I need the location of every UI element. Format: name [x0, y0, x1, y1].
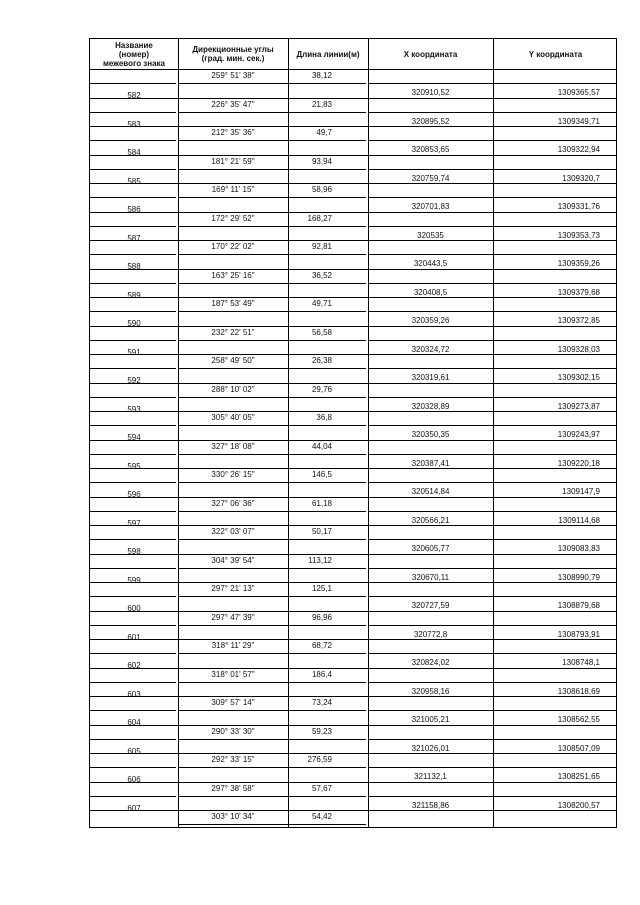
line-length-cell-value: 68,72 [311, 641, 332, 650]
line-length-cell [288, 784, 368, 793]
y-coordinate-cell [493, 601, 618, 610]
y-coordinate-cell-value: 1309379,68 [557, 287, 600, 297]
name-row-divider [90, 311, 176, 312]
y-coordinate-cell [493, 202, 618, 211]
line-length-cell [288, 242, 368, 251]
line-length-cell-value: 36,8 [316, 413, 332, 422]
y-coordinate-cell-value: 1309302,15 [557, 373, 600, 383]
x-coordinate-cell: 320408,5 [413, 287, 448, 297]
coord-row-divider [368, 169, 616, 170]
y-coordinate-cell-value: 1308562,55 [557, 715, 600, 725]
line-length-cell [288, 470, 368, 479]
y-coordinate-cell-value: 1308618,69 [557, 686, 600, 696]
line-length-cell [288, 556, 368, 565]
y-coordinate-cell [493, 288, 618, 297]
line-length-cell-value: 29,76 [311, 384, 332, 394]
line-length-cell [288, 71, 368, 80]
line-length-cell-value: 73,24 [311, 698, 332, 707]
line-length-cell [288, 755, 368, 764]
name-row-divider [90, 340, 176, 341]
line-length-cell [288, 413, 368, 422]
x-coordinate-cell: 320535 [417, 230, 444, 240]
line-length-cell-value: 276,59 [307, 755, 332, 764]
line-length-cell-value: 168,27 [307, 213, 332, 223]
y-coordinate-cell-value: 1308748,1 [562, 658, 600, 668]
point-row-divider [90, 354, 616, 355]
x-coordinate-cell: 320443,5 [413, 259, 448, 269]
name-row-divider [90, 226, 176, 227]
y-coordinate-cell-value: 1308200,57 [557, 800, 600, 810]
segment-row-divider [178, 625, 366, 626]
point-row-divider [90, 668, 616, 669]
direction-angle-cell: 327° 06' 36" [211, 498, 255, 508]
name-row-divider [90, 568, 176, 569]
segment-row-divider [178, 311, 366, 312]
direction-angle-cell: 172° 29' 52" [211, 213, 255, 223]
coord-row-divider [368, 340, 616, 341]
x-coordinate-cell: 320910,52 [411, 88, 450, 98]
line-length-cell-value: 61,18 [311, 498, 332, 508]
segment-row-divider [178, 197, 366, 198]
point-name-cell: 583 [127, 119, 141, 129]
line-length-cell-value: 125,1 [311, 584, 332, 593]
y-coordinate-cell-value: 1309353,73 [557, 230, 600, 240]
direction-angle-cell: 309° 57' 14" [211, 698, 255, 707]
point-name-cell: 593 [127, 404, 141, 414]
line-length-cell [288, 698, 368, 707]
line-length-cell-value: 44,04 [311, 441, 332, 451]
direction-angle-cell: 318° 11' 29" [211, 641, 255, 650]
y-coordinate-cell [493, 658, 618, 667]
line-length-cell [288, 356, 368, 365]
line-length-cell-value: 49,7 [316, 128, 332, 137]
x-coordinate-cell: 320853,65 [411, 145, 450, 155]
point-row-divider [90, 411, 616, 412]
y-coordinate-cell [493, 117, 618, 126]
point-row-divider [90, 554, 616, 555]
header-y-coordinate: Y координата [528, 49, 583, 59]
point-name-cell: 603 [127, 689, 141, 699]
line-length-cell-value: 36,52 [311, 270, 332, 280]
direction-angle-cell: 226° 35' 47" [211, 99, 255, 109]
direction-angle-cell: 288° 10' 02" [211, 384, 255, 394]
x-coordinate-cell: 320514,84 [411, 487, 450, 497]
y-coordinate-cell-value: 1309273,87 [557, 401, 600, 411]
point-name-cell: 597 [127, 518, 141, 528]
point-name-cell: 598 [127, 547, 141, 557]
name-row-divider [90, 425, 176, 426]
segment-row-divider [178, 397, 366, 398]
y-coordinate-cell-value: 1309083,83 [557, 544, 600, 554]
line-length-cell-value: 57,67 [311, 783, 332, 793]
coord-row-divider [368, 368, 616, 369]
x-coordinate-cell: 320566,21 [411, 515, 450, 525]
coord-row-divider [368, 311, 616, 312]
name-row-divider [90, 254, 176, 255]
coord-row-divider [368, 197, 616, 198]
direction-angle-cell: 232° 22' 51" [211, 327, 255, 337]
direction-angle-cell: 304° 39' 54" [211, 555, 255, 565]
coord-row-divider [368, 454, 616, 455]
point-name-cell: 594 [127, 433, 141, 443]
y-coordinate-cell [493, 487, 618, 496]
segment-row-divider [178, 283, 366, 284]
point-row-divider [90, 269, 616, 270]
point-row-divider [90, 525, 616, 526]
coord-row-divider [368, 739, 616, 740]
name-row-divider [90, 397, 176, 398]
point-name-cell: 602 [127, 661, 141, 671]
x-coordinate-cell: 320670,11 [411, 572, 450, 582]
point-name-cell: 592 [127, 376, 141, 386]
direction-angle-cell: 297° 38' 58" [211, 783, 255, 793]
line-length-cell-value: 56,58 [311, 327, 332, 337]
point-row-divider [90, 183, 616, 184]
segment-row-divider [178, 112, 366, 113]
header-point-name: Название (номер) межевого знака [102, 40, 166, 68]
segment-row-divider [178, 368, 366, 369]
direction-angle-cell: 181° 21' 59" [211, 156, 255, 166]
x-coordinate-cell: 321158,86 [411, 800, 450, 810]
line-length-cell-value: 49,71 [311, 299, 332, 308]
x-coordinate-cell: 320324,72 [411, 344, 450, 354]
segment-row-divider [178, 767, 366, 768]
line-length-cell [288, 670, 368, 679]
coord-row-divider [368, 397, 616, 398]
name-row-divider [90, 140, 176, 141]
y-coordinate-cell-value: 1309147,9 [562, 487, 600, 497]
point-row-divider [90, 810, 616, 811]
y-coordinate-cell [493, 772, 618, 781]
coord-row-divider [368, 226, 616, 227]
direction-angle-cell: 330° 26' 15" [211, 470, 255, 479]
line-length-cell-value: 26,38 [311, 356, 332, 365]
y-coordinate-cell [493, 573, 618, 582]
point-name-cell: 607 [127, 803, 141, 813]
direction-angle-cell: 170° 22' 02" [211, 242, 255, 251]
x-coordinate-cell: 320605,77 [411, 544, 450, 554]
y-coordinate-cell-value: 1309331,76 [557, 202, 600, 212]
line-length-cell [288, 100, 368, 109]
direction-angle-cell: 297° 21' 13" [211, 584, 255, 593]
x-coordinate-cell: 320387,41 [411, 458, 450, 468]
segment-row-divider [178, 511, 366, 512]
y-coordinate-cell-value: 1309220,18 [557, 458, 600, 468]
line-length-cell [288, 157, 368, 166]
segment-row-divider [178, 596, 366, 597]
line-length-cell-value: 38,12 [311, 71, 332, 80]
name-row-divider [90, 710, 176, 711]
line-length-cell-value: 50,17 [311, 527, 332, 536]
line-length-cell [288, 328, 368, 337]
line-length-cell-value: 58,96 [311, 185, 332, 194]
name-row-divider [90, 653, 176, 654]
boundary-coordinates-table [89, 38, 617, 828]
x-coordinate-cell: 321026,01 [411, 743, 450, 753]
line-length-cell [288, 641, 368, 650]
x-coordinate-cell: 320958,16 [411, 686, 450, 696]
name-row-divider [90, 482, 176, 483]
point-name-cell: 584 [127, 148, 141, 158]
x-coordinate-cell: 320328,89 [411, 401, 450, 411]
point-row-divider [90, 155, 616, 156]
y-coordinate-cell [493, 373, 618, 382]
y-coordinate-cell-value: 1309114,68 [558, 515, 600, 525]
name-row-divider [90, 539, 176, 540]
name-row-divider [90, 796, 176, 797]
coord-row-divider [368, 83, 616, 84]
name-row-divider [90, 197, 176, 198]
line-length-cell [288, 812, 368, 821]
coord-row-divider [368, 482, 616, 483]
line-length-cell [288, 214, 368, 223]
segment-row-divider [178, 653, 366, 654]
point-row-divider [90, 240, 616, 241]
x-coordinate-cell: 320701,83 [411, 202, 450, 212]
y-coordinate-cell [493, 402, 618, 411]
name-row-divider [90, 283, 176, 284]
direction-angle-cell: 258° 49' 50" [211, 356, 255, 365]
point-row-divider [90, 383, 616, 384]
point-row-divider [90, 725, 616, 726]
name-row-divider [90, 112, 176, 113]
point-row-divider [90, 326, 616, 327]
name-row-divider [90, 739, 176, 740]
point-name-cell: 606 [127, 775, 141, 785]
coord-row-divider [368, 767, 616, 768]
y-coordinate-cell-value: 1309349,71 [557, 116, 600, 126]
point-row-divider [90, 297, 616, 298]
coord-row-divider [368, 568, 616, 569]
name-row-divider [90, 169, 176, 170]
y-coordinate-cell-value: 1309372,85 [557, 316, 600, 326]
y-coordinate-cell [493, 88, 618, 97]
y-coordinate-cell [493, 430, 618, 439]
segment-row-divider [178, 140, 366, 141]
direction-angle-cell: 322° 03' 07" [211, 527, 255, 536]
x-coordinate-cell: 320350,35 [411, 430, 450, 440]
header-x-coordinate: X координата [403, 49, 458, 59]
point-row-divider [90, 468, 616, 469]
header-line-length: Длина линии(м) [296, 49, 360, 59]
point-name-cell: 590 [127, 319, 141, 329]
name-row-divider [90, 682, 176, 683]
point-row-divider [90, 639, 616, 640]
segment-row-divider [178, 739, 366, 740]
coord-row-divider [368, 283, 616, 284]
coord-row-divider [368, 539, 616, 540]
line-length-cell [288, 271, 368, 280]
line-length-cell-value: 96,96 [311, 612, 332, 622]
line-length-cell-value: 54,42 [311, 812, 332, 821]
x-coordinate-cell: 320727,59 [411, 601, 450, 611]
x-coordinate-cell: 321132,1 [414, 772, 447, 782]
y-coordinate-cell [493, 715, 618, 724]
coord-row-divider [368, 653, 616, 654]
y-coordinate-cell-value: 1308990,79 [557, 572, 600, 582]
line-length-cell [288, 442, 368, 451]
y-coordinate-cell-value: 1309328,03 [557, 344, 600, 354]
segment-row-divider [178, 796, 366, 797]
point-name-cell: 591 [127, 347, 141, 357]
x-coordinate-cell: 320895,52 [411, 116, 450, 126]
x-coordinate-cell: 320359,26 [411, 316, 450, 326]
direction-angle-cell: 169° 11' 15" [211, 185, 255, 194]
name-row-divider [90, 625, 176, 626]
direction-angle-cell: 187° 53' 49" [211, 299, 255, 308]
segment-row-divider [178, 824, 366, 825]
line-length-cell-value: 146,5 [311, 470, 332, 479]
line-length-cell [288, 613, 368, 622]
point-row-divider [90, 212, 616, 213]
direction-angle-cell: 297° 47' 39" [211, 612, 255, 622]
direction-angle-cell: 318° 01' 57" [211, 669, 255, 679]
line-length-cell-value: 92,81 [311, 242, 332, 251]
point-row-divider [90, 582, 616, 583]
y-coordinate-cell-value: 1309243,97 [557, 430, 600, 440]
x-coordinate-cell: 320319,61 [411, 373, 450, 383]
y-coordinate-cell [493, 801, 618, 810]
segment-row-divider [178, 169, 366, 170]
point-name-cell: 585 [127, 176, 141, 186]
point-name-cell: 604 [127, 718, 141, 728]
coord-row-divider [368, 596, 616, 597]
y-coordinate-cell-value: 1309320,7 [562, 173, 600, 183]
point-name-cell: 589 [127, 290, 141, 300]
y-coordinate-cell [493, 544, 618, 553]
y-coordinate-cell [493, 174, 618, 183]
segment-row-divider [178, 454, 366, 455]
coord-row-divider [368, 710, 616, 711]
line-length-cell [288, 527, 368, 536]
point-name-cell: 588 [127, 262, 141, 272]
point-row-divider [90, 126, 616, 127]
header-divider [90, 69, 616, 70]
point-row-divider [90, 782, 616, 783]
coord-row-divider [368, 682, 616, 683]
coord-row-divider [368, 511, 616, 512]
y-coordinate-cell [493, 744, 618, 753]
point-row-divider [90, 696, 616, 697]
point-name-cell: 586 [127, 205, 141, 215]
direction-angle-cell: 163° 25' 16" [211, 270, 255, 280]
y-coordinate-cell [493, 459, 618, 468]
y-coordinate-cell [493, 345, 618, 354]
y-coordinate-cell-value: 1309359,26 [557, 259, 600, 269]
point-row-divider [90, 98, 616, 99]
point-name-cell: 605 [127, 746, 141, 756]
y-coordinate-cell-value: 1308507,09 [557, 743, 600, 753]
point-row-divider [90, 611, 616, 612]
point-row-divider [90, 440, 616, 441]
x-coordinate-cell: 321005,21 [411, 715, 450, 725]
y-coordinate-cell-value: 1309322,94 [557, 145, 600, 155]
line-length-cell [288, 185, 368, 194]
coord-row-divider [368, 625, 616, 626]
y-coordinate-cell-value: 1308879,68 [557, 601, 600, 611]
y-coordinate-cell-value: 1309365,57 [557, 88, 600, 98]
y-coordinate-cell [493, 316, 618, 325]
x-coordinate-cell: 320824,02 [411, 658, 450, 668]
coord-row-divider [368, 112, 616, 113]
y-coordinate-cell [493, 231, 618, 240]
direction-angle-cell: 327° 18' 08" [211, 441, 255, 451]
point-name-cell: 596 [127, 490, 141, 500]
line-length-cell [288, 584, 368, 593]
name-row-divider [90, 596, 176, 597]
y-coordinate-cell-value: 1308793,91 [557, 629, 600, 639]
line-length-cell-value: 93,94 [311, 156, 332, 166]
line-length-cell-value: 21,83 [311, 99, 332, 109]
x-coordinate-cell: 320759,74 [411, 173, 450, 183]
coord-row-divider [368, 425, 616, 426]
line-length-cell-value: 113,12 [308, 555, 332, 565]
name-row-divider [90, 368, 176, 369]
line-length-cell [288, 128, 368, 137]
point-name-cell: 599 [127, 575, 141, 585]
y-coordinate-cell [493, 145, 618, 154]
point-name-cell: 587 [127, 233, 141, 243]
segment-row-divider [178, 425, 366, 426]
y-coordinate-cell [493, 259, 618, 268]
point-name-cell: 595 [127, 461, 141, 471]
line-length-cell-value: 59,23 [311, 726, 332, 736]
point-row-divider [90, 753, 616, 754]
direction-angle-cell: 303° 10' 34" [211, 812, 255, 821]
point-name-cell: 582 [127, 91, 141, 101]
name-row-divider [90, 767, 176, 768]
segment-row-divider [178, 710, 366, 711]
name-row-divider [90, 511, 176, 512]
segment-row-divider [178, 254, 366, 255]
line-length-cell [288, 499, 368, 508]
name-row-divider [90, 83, 176, 84]
coord-row-divider [368, 140, 616, 141]
line-length-cell [288, 385, 368, 394]
direction-angle-cell: 305° 40' 05" [211, 413, 255, 422]
point-row-divider [90, 497, 616, 498]
segment-row-divider [178, 83, 366, 84]
segment-row-divider [178, 568, 366, 569]
header-direction-angle: Дирекционные углы (град. мин. сек.) [192, 45, 274, 63]
line-length-cell-value: 186,4 [311, 669, 332, 679]
y-coordinate-cell [493, 630, 618, 639]
segment-row-divider [178, 340, 366, 341]
point-name-cell: 600 [127, 604, 141, 614]
point-name-cell: 601 [127, 632, 141, 642]
x-coordinate-cell: 320772,8 [413, 629, 448, 639]
segment-row-divider [178, 482, 366, 483]
line-length-cell [288, 299, 368, 308]
direction-angle-cell: 259° 51' 38" [211, 71, 255, 80]
y-coordinate-cell [493, 687, 618, 696]
coord-row-divider [368, 254, 616, 255]
name-row-divider [90, 454, 176, 455]
direction-angle-cell: 212° 35' 36" [211, 128, 255, 137]
segment-row-divider [178, 539, 366, 540]
direction-angle-cell: 290° 33' 30" [211, 726, 255, 736]
line-length-cell [288, 727, 368, 736]
y-coordinate-cell [493, 516, 618, 525]
direction-angle-cell: 292° 33' 15" [211, 755, 255, 764]
segment-row-divider [178, 226, 366, 227]
y-coordinate-cell-value: 1308251,65 [557, 772, 600, 782]
coord-row-divider [368, 796, 616, 797]
segment-row-divider [178, 682, 366, 683]
